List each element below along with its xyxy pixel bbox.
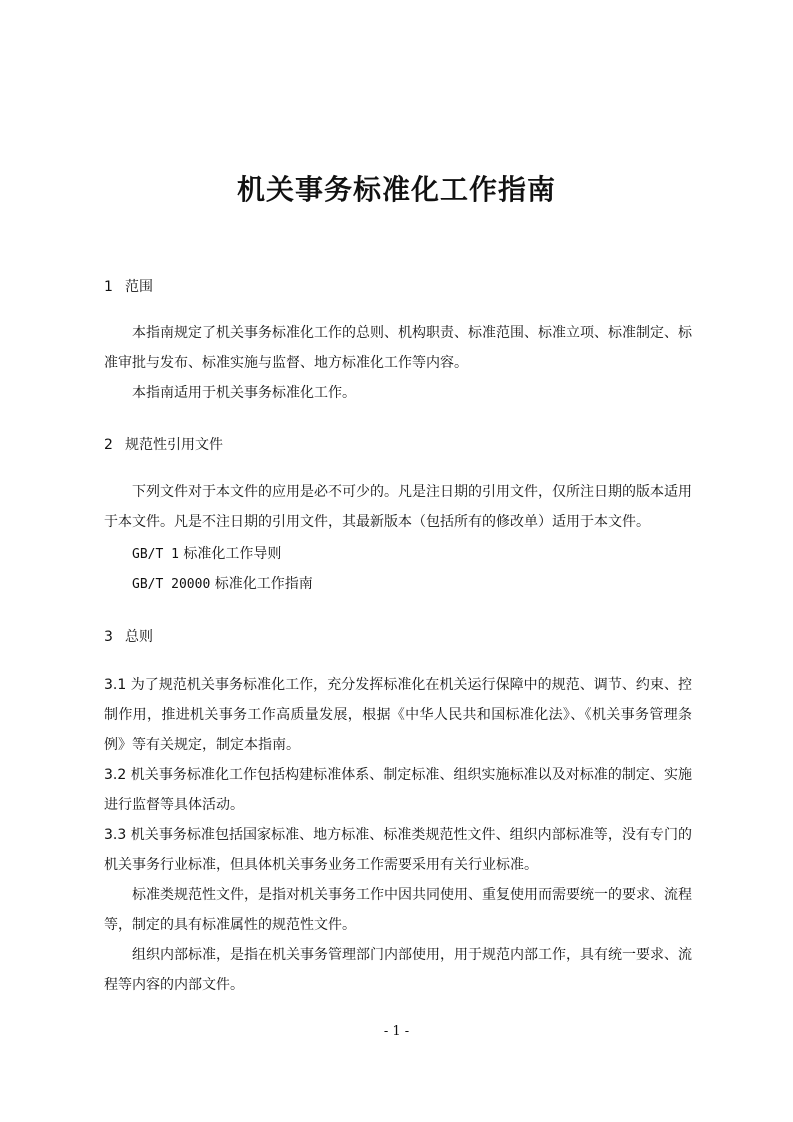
section-number: 1 <box>104 279 113 295</box>
section-heading-scope <box>104 276 153 296</box>
paragraph-scope: 本指南规定了机关事务标准化工作的总则、机构职责、标准范围、标准立项、标准制定、标准审批与发布、标准实施与监督、地方标准化工作等内容。 <box>104 325 692 371</box>
clause-3-2 <box>104 760 692 820</box>
reference-item <box>132 543 281 563</box>
reference-name: 标准化工作指南 <box>214 576 313 592</box>
reference-code: GB/T 20000 <box>132 577 211 592</box>
paragraph-internal-standards: 组织内部标准，是指在机关事务管理部门内部使用，用于规范内部工作，具有统一要求、流程等内容的内部文件。 <box>104 947 692 993</box>
paragraph-normative-documents: 标准类规范性文件，是指对机关事务工作中因共同使用、重复使用而需要统一的要求、流程等，制定的具有标准属性的规范性文件。 <box>104 887 692 933</box>
page-number: - 1 - <box>383 1024 410 1039</box>
section-label: 总则 <box>125 629 153 645</box>
section-label: 范围 <box>125 279 153 295</box>
reference-item <box>132 573 313 593</box>
clause-text: 机关事务标准包括国家标准、地方标准、标准类规范性文件、组织内部标准等，没有专门的机关事务行业标准，但具体机关事务业务工作需要采用有关行业标准。 <box>104 827 692 873</box>
document-title: 机关事务标准化工作指南 <box>236 173 556 206</box>
paragraph-references-intro: 下列文件对于本文件的应用是必不可少的。凡是注日期的引用文件，仅所注日期的版本适用于本文件。凡是不注日期的引用文件，其最新版本（包括所有的修改单）适用于本文件。 <box>104 484 692 530</box>
clause-text: 为了规范机关事务标准化工作，充分发挥标准化在机关运行保障中的规范、调节、约束、控制作用，推进机关事务工作高质量发展，根据《中华人民共和国标准化法》、《机关事务管理条例》等有关规定，制定本指南。 <box>104 677 692 753</box>
clause-number: 3.1 <box>104 677 127 693</box>
section-heading-references <box>104 434 223 454</box>
clause-number: 3.2 <box>104 767 127 783</box>
reference-name: 标准化工作导则 <box>183 546 282 562</box>
clause-number: 3.3 <box>104 827 127 843</box>
section-number: 3 <box>104 629 113 645</box>
section-number: 2 <box>104 437 113 453</box>
paragraph-applicability: 本指南适用于机关事务标准化工作。 <box>132 385 356 401</box>
clause-3-3 <box>104 820 692 880</box>
section-label: 规范性引用文件 <box>125 437 223 453</box>
section-heading-general <box>104 626 153 646</box>
clause-3-1 <box>104 670 692 760</box>
clause-text: 机关事务标准化工作包括构建标准体系、制定标准、组织实施标准以及对标准的制定、实施进行监督等具体活动。 <box>104 767 692 813</box>
reference-code: GB/T 1 <box>132 547 179 562</box>
